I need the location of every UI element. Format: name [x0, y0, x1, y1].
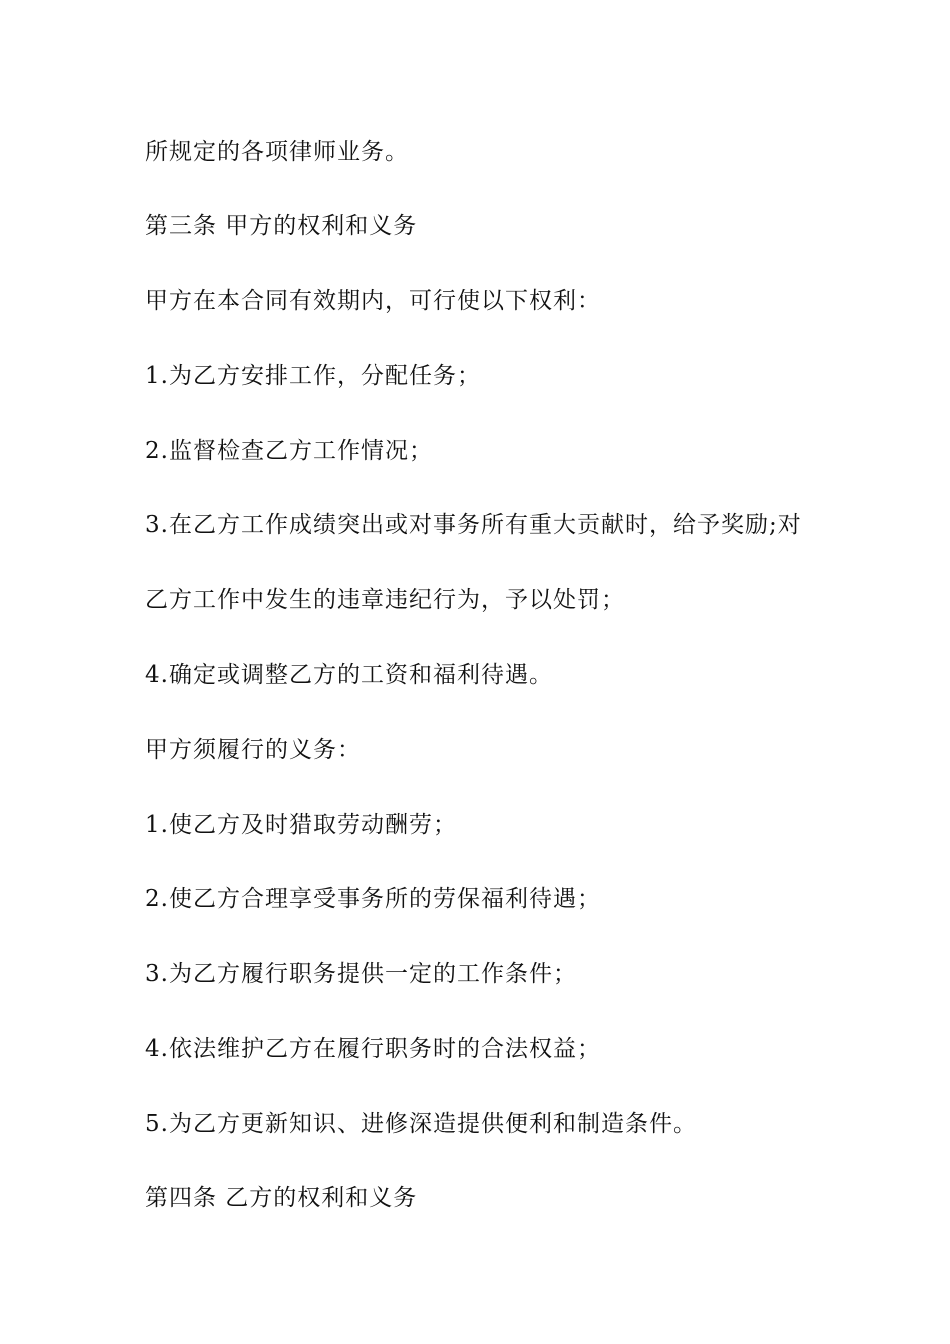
list-item: 4.依法维护乙方在履行职务时的合法权益； [145, 1036, 601, 1062]
list-item: 1.使乙方及时猎取劳动酬劳； [145, 812, 457, 838]
list-item: 4.确定或调整乙方的工资和福利待遇。 [145, 662, 553, 688]
list-item: 3.在乙方工作成绩突出或对事务所有重大贡献时，给予奖励;对 [145, 512, 802, 538]
list-item: 5.为乙方更新知识、进修深造提供便利和制造条件。 [145, 1111, 697, 1137]
list-item: 2.监督检查乙方工作情况； [145, 438, 433, 464]
list-item: 2.使乙方合理享受事务所的劳保福利待遇； [145, 886, 601, 912]
paragraph-line: 甲方须履行的义务： [145, 737, 361, 763]
article-heading: 第三条 甲方的权利和义务 [145, 213, 418, 239]
paragraph-line: 甲方在本合同有效期内，可行使以下权利： [145, 288, 601, 314]
list-item: 3.为乙方履行职务提供一定的工作条件； [145, 961, 577, 987]
list-item: 1.为乙方安排工作，分配任务； [145, 363, 481, 389]
paragraph-line: 所规定的各项律师业务。 [145, 139, 409, 165]
paragraph-line: 乙方工作中发生的违章违纪行为，予以处罚； [145, 587, 625, 613]
article-heading: 第四条 乙方的权利和义务 [145, 1185, 418, 1211]
